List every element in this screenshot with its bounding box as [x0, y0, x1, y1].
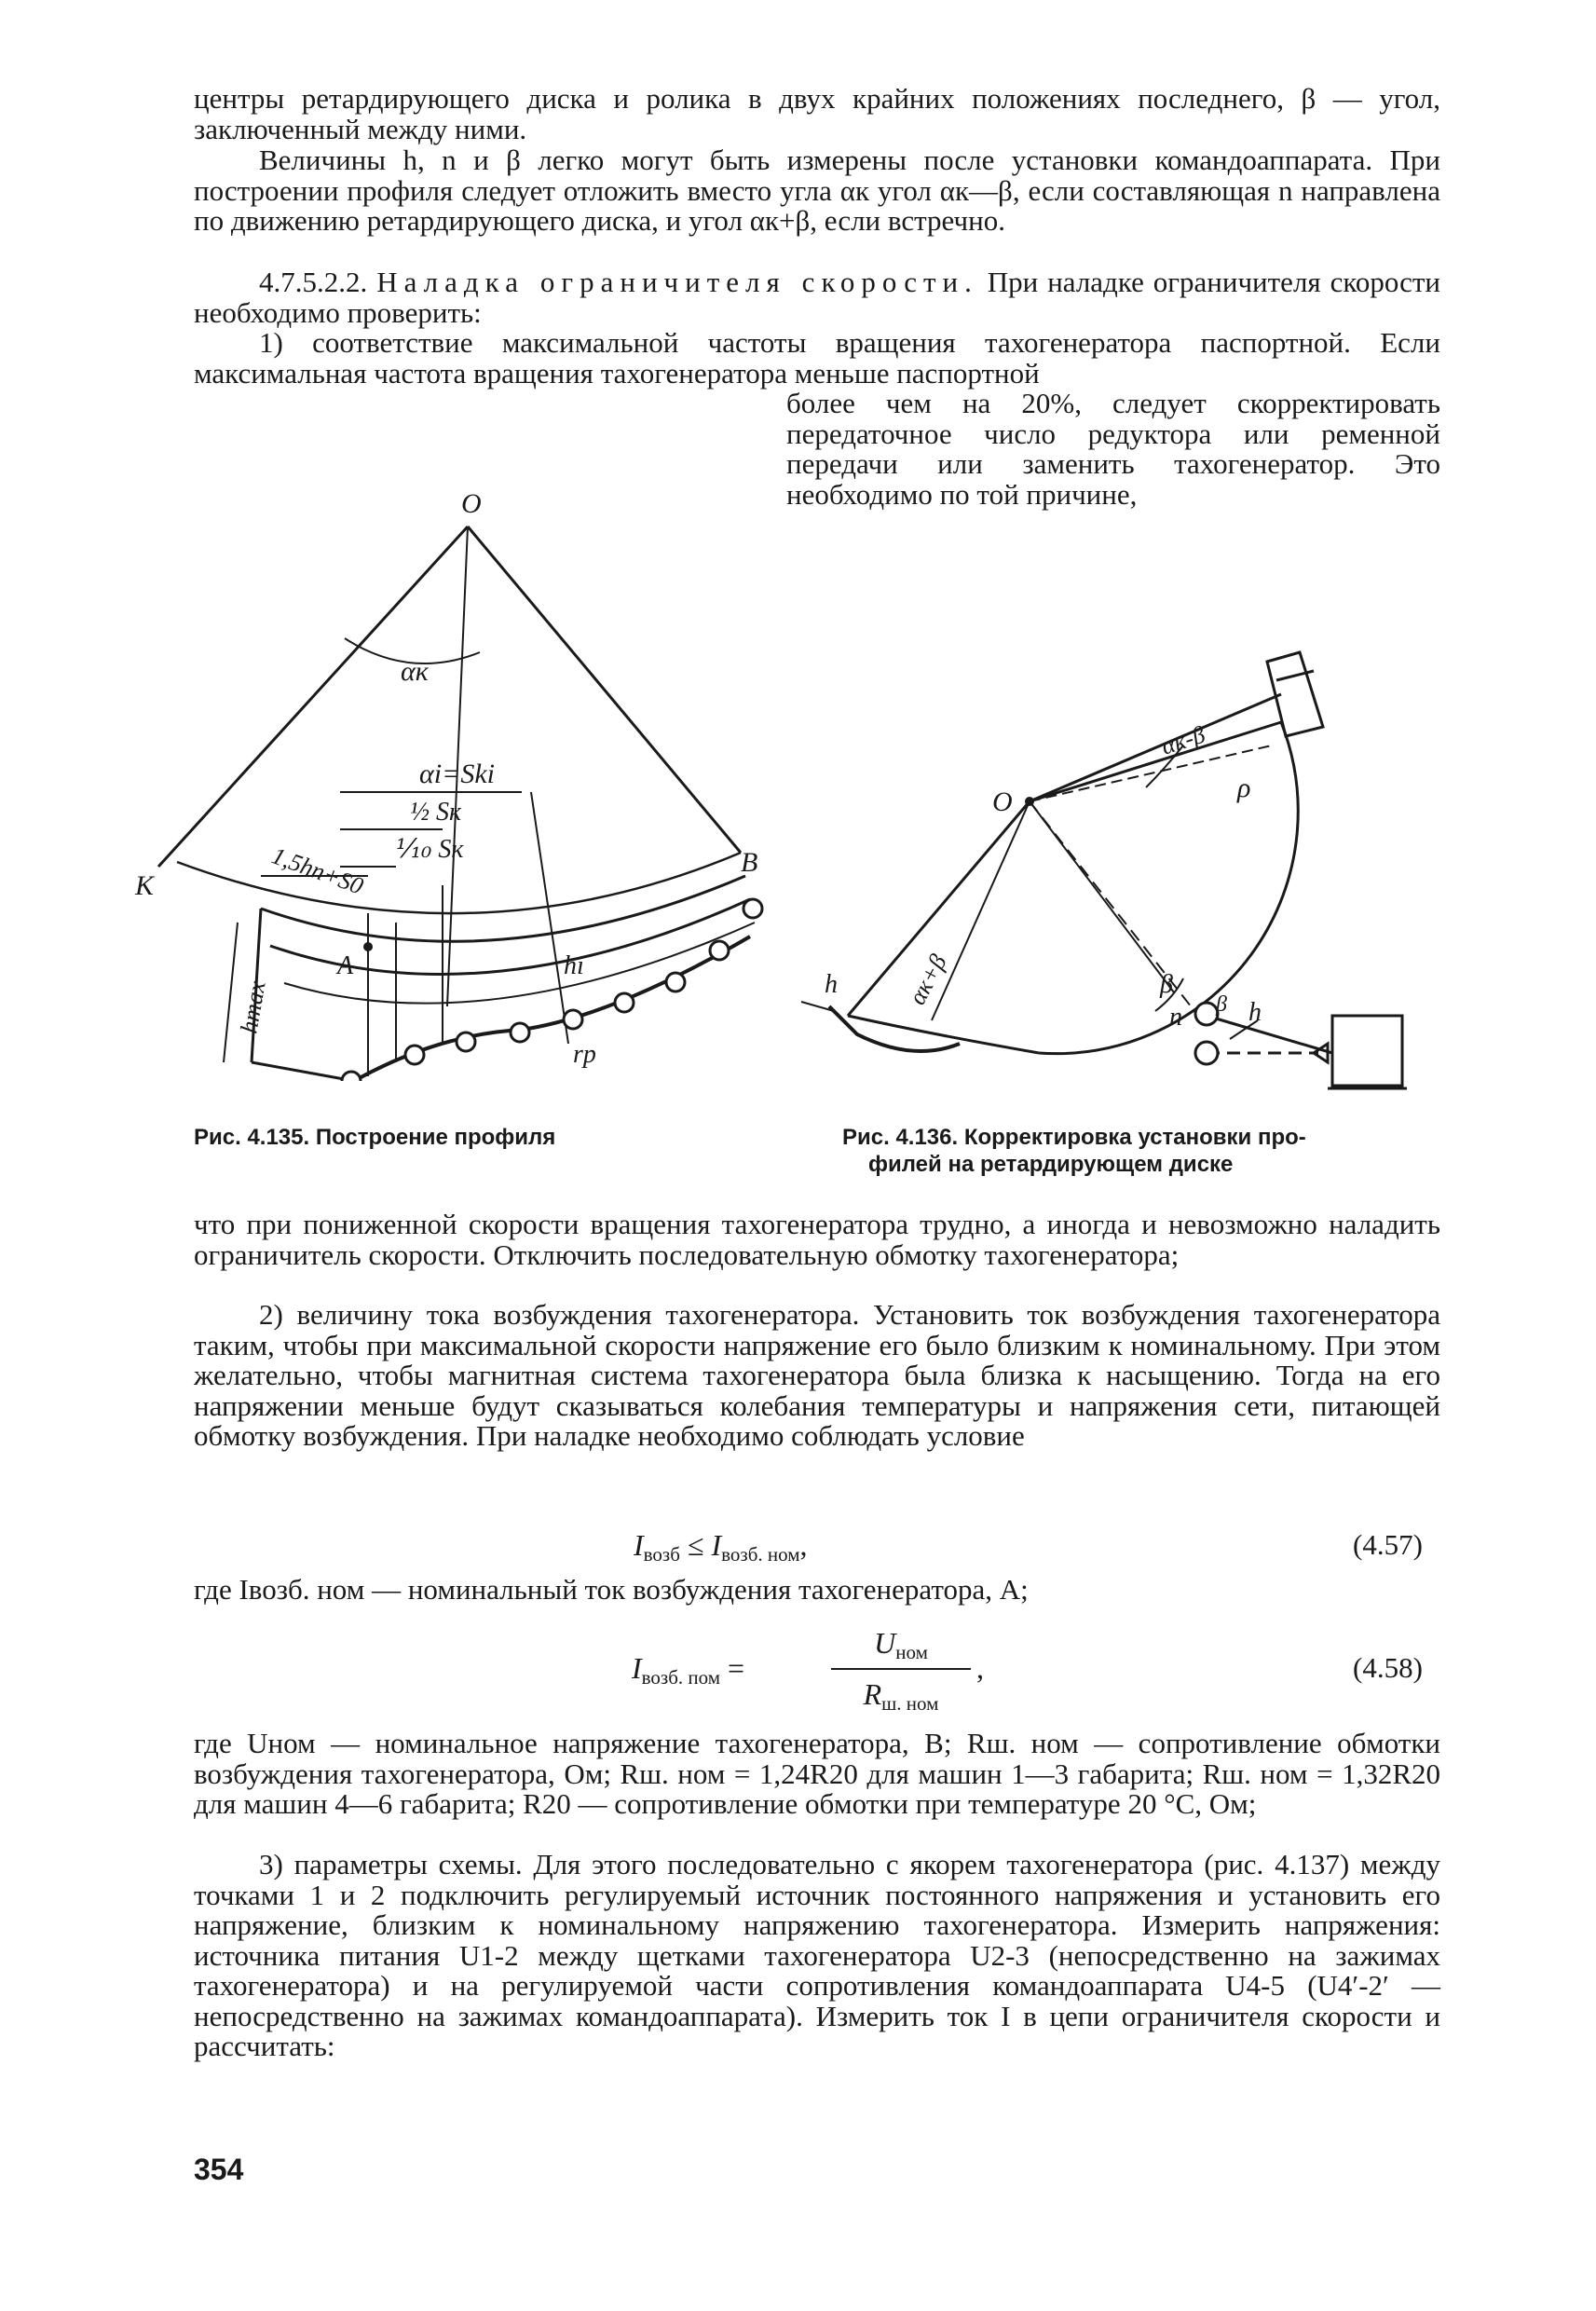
label-rho: ρ: [1237, 773, 1251, 803]
ray-dashed-top: [1030, 745, 1272, 801]
label-a: A: [337, 951, 354, 980]
ray-5: [1030, 801, 1174, 992]
page-number: 354: [194, 2153, 244, 2186]
f58-den-sub: ш. ном: [881, 1692, 939, 1715]
label-offset: 1,5hп+S0: [267, 841, 367, 900]
f57-right: I: [711, 1528, 722, 1562]
paragraph-5: что при пониженной скорости вращения тахогенератора трудно, а иногда и невозможно наладить ограничитель скорости. Отключить последовательную обмотку тахогенератора;: [194, 1208, 1440, 1271]
equation-number-4-57: (4.57): [1353, 1528, 1423, 1561]
label-beta-2: β: [1216, 992, 1227, 1017]
paragraph-7: где Iвозб. ном — номинальный ток возбуждения тахогенератора, А;: [194, 1573, 1029, 1606]
roller-circle: [564, 1010, 582, 1029]
roller-circle: [342, 1072, 361, 1081]
paragraph-8: где Uном — номинальное напряжение тахогенератора, В; Rш. ном — сопротивление обмотки возбуждения тахогенератора, Ом; Rш. ном = 1,24R20 для машин 1—3 габарита; Rш. ном = 1,32R20 для машин 4—6 габарита; R20 — сопротивление обмотки при температуре 20 °C, Ом;: [194, 1727, 1440, 1820]
formula-4-58-left: [632, 1651, 744, 1689]
hmax-dimension: [224, 923, 238, 1062]
paragraph-2: Величины h, n и β легко могут быть измерены после установки командоаппарата. При построении профиля следует отложить вместо угла αк угол αк—β, если составляющая n направлена по движению ретардирующего диска, и угол αк+β, если встречно.: [194, 144, 1440, 237]
paragraph-1: центры ретардирующего диска и ролика в двух крайних положениях последнего, β — угол, заключенный между ними.: [194, 82, 1440, 145]
section-intro: При наладке ограничителя скорости необходимо проверить:: [194, 266, 1441, 329]
equation-number-4-58: (4.58): [1353, 1651, 1423, 1684]
figure-4-136: [792, 643, 1416, 1090]
paragraph-3-section-heading: [194, 267, 1440, 328]
label-b: B: [741, 847, 758, 878]
f58-num-sub: ном: [895, 1641, 928, 1663]
roller-circle: [666, 973, 685, 991]
center-o-dot: [1025, 797, 1034, 806]
formula-4-58-numerator: [831, 1626, 971, 1664]
f57-operator: ≤: [679, 1528, 712, 1562]
lever-line: [1207, 1016, 1332, 1053]
label-k: K: [135, 870, 155, 901]
label-rp: rp: [573, 1040, 596, 1069]
formula-4-58-tail: ,: [976, 1651, 984, 1685]
section-title: Наладка ограничителя скорости.: [376, 266, 978, 298]
label-hi: hi: [564, 951, 584, 980]
radius-line-right: [468, 526, 741, 853]
h-arrow-left: [801, 1002, 834, 1011]
label-o: O: [461, 488, 482, 519]
section-number: 4.7.5.2.2.: [259, 266, 368, 298]
label-alpha-k: αк: [401, 656, 429, 687]
label-alpha-i: αi=Ski: [419, 759, 495, 789]
roller-circle: [511, 1023, 529, 1042]
block-square: [1332, 1016, 1402, 1086]
profile-bottom-edge: [252, 1062, 354, 1081]
f57-tail: ,: [799, 1528, 808, 1562]
formula-4-58-denominator: [831, 1677, 971, 1716]
f57-left-sub: возб: [643, 1543, 680, 1566]
profile-construction-diagram: [130, 485, 773, 1081]
point-a-dot: [363, 942, 373, 951]
paragraph-9: 3) параметры схемы. Для этого последовательно с якорем тахогенератора (рис. 4.137) между точками 1 и 2 подключить регулируемый источник постоянного напряжения и установить его напряжение, близким к номинальному напряжению тахогенератора. Измерить напряжения: источника питания U1-2 между щетками тахогенератора U2-3 (непосредственно на зажимах тахогенератора) и на регулируемой части сопротивления командоаппарата U4-5 (U4′-2′ — непосредственно на зажимах командоаппарата). Измерить ток I в цепи ограничителя скорости и рассчитать:: [194, 1848, 1440, 2062]
figure-4-135: [130, 485, 773, 1081]
fraction-bar: [831, 1668, 971, 1670]
f58-den: R: [863, 1677, 882, 1711]
construction-line-4: [531, 792, 568, 1044]
paragraph-6: 2) величину тока возбуждения тахогенератора. Установить ток возбуждения тахогенератора таким, чтобы при максимальной скорости напряжение его было близким к номинальному. При этом желательно, чтобы магнитная система тахогенератора была близка к насыщению. Тогда на его напряжении меньше будут сказываться колебания температуры и напряжения сети, питающей обмотку возбуждения. При наладке необходимо соблюдать условие: [194, 1298, 1440, 1452]
figure-4-136-caption-line-1: Рис. 4.136. Корректировка установки про-: [842, 1125, 1306, 1150]
f57-right-sub: возб. ном: [721, 1543, 800, 1566]
formula-4-57: [634, 1528, 808, 1566]
f58-left-sub: возб. пом: [641, 1666, 721, 1689]
f58-left: I: [632, 1651, 642, 1685]
f58-num: U: [874, 1626, 896, 1660]
roller-circle: [743, 899, 762, 918]
f58-equals: =: [720, 1651, 745, 1685]
roller-position-2: [1195, 1042, 1218, 1064]
label-alpha-plus-beta: αк+β: [903, 950, 952, 1009]
label-alpha-minus-beta: αк-β: [1157, 720, 1208, 760]
f57-left: I: [634, 1528, 644, 1562]
ray-4: [932, 801, 1030, 1020]
roller-circle: [457, 1032, 475, 1051]
label-h-left: h: [825, 970, 838, 999]
label-n: n: [1169, 1003, 1182, 1032]
label-beta: β: [1160, 970, 1173, 999]
roller-position-1: [1195, 1003, 1218, 1025]
roller-circle: [710, 941, 729, 960]
disk-arc-3: [284, 923, 755, 1004]
label-half-sk: ½ Sк: [410, 798, 462, 827]
label-o: O: [992, 786, 1013, 817]
figure-4-135-caption: Рис. 4.135. Построение профиля: [194, 1125, 556, 1150]
label-h-right: h: [1248, 998, 1262, 1027]
profile-correction-diagram: [792, 643, 1416, 1090]
paragraph-4-wrap: более чем на 20%, следует скорректировать передаточное число редуктора или ременной передачи или заменить тахогенератор. Это необходимо по той причине,: [786, 387, 1440, 511]
figure-4-136-caption-line-2: филей на ретардирующем диске: [868, 1152, 1234, 1177]
paragraph-4: 1) соответствие максимальной частоты вращения тахогенератора паспортной. Если максимальная частота вращения тахогенератора меньше паспортной: [194, 326, 1440, 390]
pivot-triangle: [1314, 1044, 1328, 1062]
label-hmax: hmax: [235, 978, 271, 1036]
roller-circle: [615, 993, 634, 1012]
label-tenth-sk: ⅒ Sк: [396, 835, 464, 864]
ray-dashed: [1030, 801, 1202, 1020]
roller-circle: [405, 1046, 424, 1064]
